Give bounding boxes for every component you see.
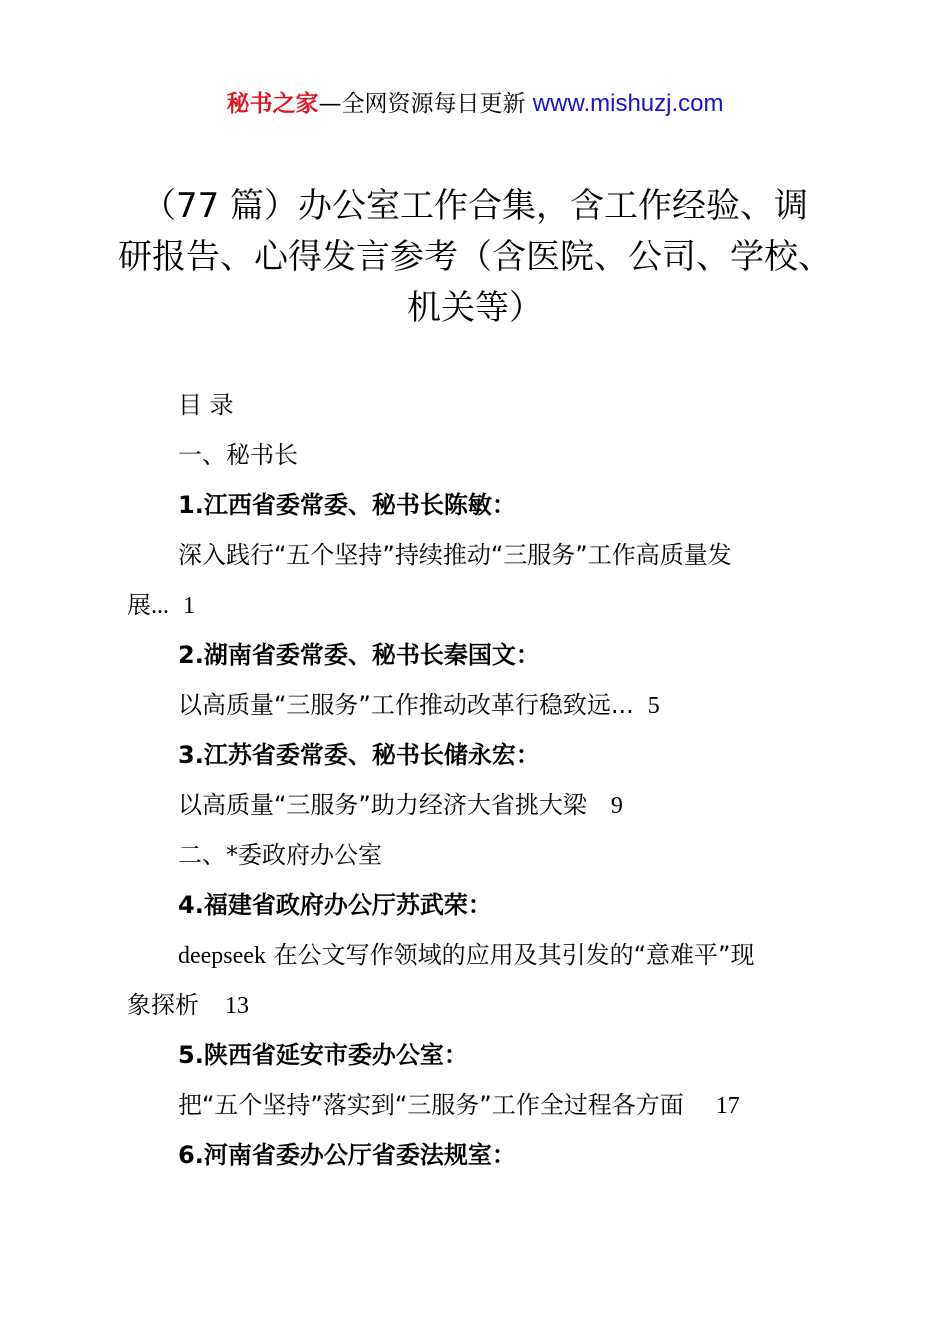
toc-item-2-text: 以高质量“三服务”工作推动改革行稳致远... [178, 691, 634, 719]
toc-item-1-title[interactable]: 1.江西省委常委、秘书长陈敏： [178, 491, 516, 519]
toc-item-4-text-end: 象探析 [127, 991, 199, 1019]
toc-section-2: 二、*委政府办公室 [178, 841, 382, 869]
toc-section-1: 一、秘书长 [178, 441, 298, 469]
toc-item-5-text: 把“五个坚持”落实到“三服务”工作全过程各方面 [178, 1091, 684, 1119]
brand-name: 秘书之家 [226, 91, 319, 117]
site-header [0, 86, 950, 122]
document-title [100, 181, 850, 334]
toc-item-4-title[interactable]: 4.福建省政府办公厅苏武荣： [178, 891, 492, 919]
toc-item-2-title[interactable]: 2.湖南省委常委、秘书长秦国文： [178, 641, 540, 669]
toc-item-4-row[interactable] [178, 930, 754, 980]
toc-item-2-row[interactable] [178, 680, 660, 730]
toc-item-4-text: 在公文写作领域的应用及其引发的“意难平”现 [265, 941, 755, 969]
toc-item-5-title[interactable]: 5.陕西省延安市委办公室： [178, 1041, 468, 1069]
toc-item-4-text-latin: deepseek [178, 943, 266, 969]
toc-item-2-page: 5 [647, 693, 660, 719]
toc-item-3-page: 9 [610, 793, 623, 819]
toc-item-4-text-cont[interactable] [127, 980, 249, 1030]
toc-item-1-page: 1 [183, 593, 195, 619]
toc-heading: 目 录 [178, 391, 234, 419]
toc-item-3-row[interactable] [178, 780, 623, 830]
toc-item-5-page: 17 [715, 1093, 740, 1119]
site-url-link[interactable]: www.mishuzj.com [532, 90, 724, 117]
toc-item-3-text: 以高质量“三服务”助力经济大省挑大梁 [178, 791, 587, 819]
toc-item-3-title[interactable]: 3.江苏省委常委、秘书长储永宏： [178, 741, 540, 769]
title-line-1: （77 篇）办公室工作合集，含工作经验、调 [141, 186, 809, 226]
toc-item-6-title[interactable]: 6.河南省委办公厅省委法规室： [178, 1141, 516, 1169]
title-line-2: 研报告、心得发言参考（含医院、公司、学校、 [118, 237, 832, 277]
toc-item-5-row[interactable] [178, 1080, 740, 1130]
toc-item-1-text-cont[interactable] [127, 580, 195, 630]
toc-item-1-text[interactable]: 深入践行“五个坚持”持续推动“三服务”工作高质量发 [178, 541, 732, 569]
toc-item-4-page: 13 [225, 993, 249, 1019]
toc-item-1-text-end: 展... [127, 593, 169, 619]
slogan: —全网资源每日更新 [318, 91, 526, 117]
title-line-3: 机关等） [407, 288, 543, 328]
